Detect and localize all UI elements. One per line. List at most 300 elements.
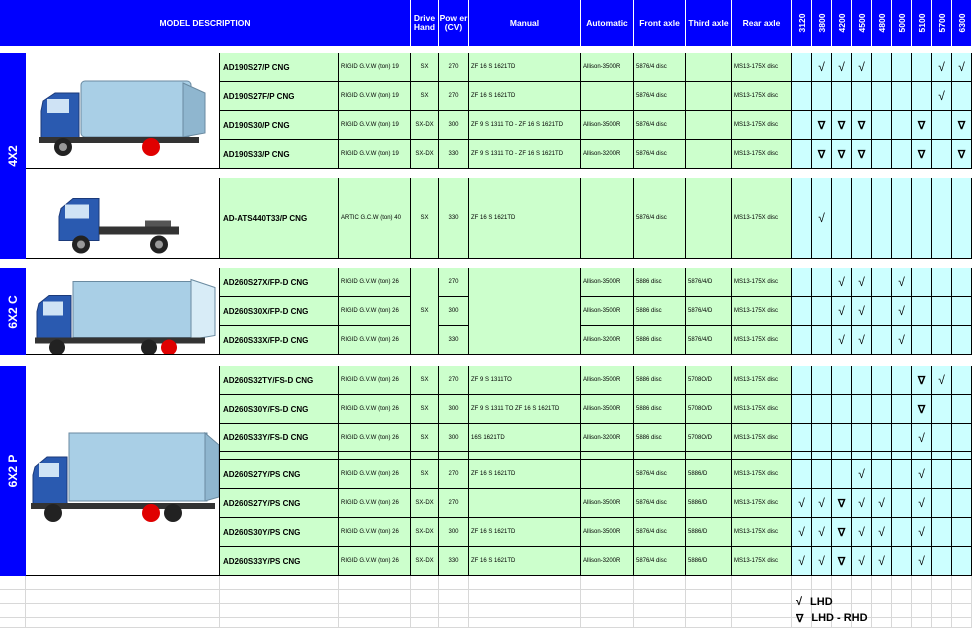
wheelbase-cell-12-6 xyxy=(912,489,932,518)
cell-rear-7 xyxy=(732,326,792,355)
spacer-wb-5 xyxy=(892,452,912,460)
wheelbase-cell-2-4 xyxy=(872,111,892,140)
empty-cell xyxy=(634,618,686,628)
empty-cell xyxy=(581,590,634,604)
wheelbase-cell-12-2 xyxy=(832,489,852,518)
cell-spec-14 xyxy=(339,547,411,576)
lhd-rhd-mark: ∇ xyxy=(857,119,866,132)
cell-model-8 xyxy=(220,366,339,395)
truck-icon xyxy=(26,268,220,355)
wheelbase-cell-13-6 xyxy=(912,518,932,547)
cell-third-8 xyxy=(686,366,732,395)
cell-power-0 xyxy=(439,53,469,82)
cell-model-6 xyxy=(220,297,339,326)
cell-manual-9 xyxy=(469,395,581,424)
cell-rear-5 xyxy=(732,268,792,297)
wheelbase-cell-1-3 xyxy=(852,82,872,111)
spec-text: ARTIC G.C.W (ton) 40 xyxy=(341,215,401,221)
wheelbase-cell-13-0 xyxy=(792,518,812,547)
lhd-mark: √ xyxy=(798,525,805,539)
wheelbase-cell-11-7 xyxy=(932,460,952,489)
wheelbase-cell-13-4 xyxy=(872,518,892,547)
lhd-mark: √ xyxy=(838,275,845,289)
drive-text: SX xyxy=(420,64,429,70)
cell-third-1 xyxy=(686,82,732,111)
spec-text: RIGID G.V.W (ton) 26 xyxy=(341,308,399,314)
truck-icon xyxy=(26,178,220,259)
cell-auto-5 xyxy=(581,268,634,297)
empty-cell xyxy=(411,576,439,590)
lhd-mark: √ xyxy=(878,525,885,539)
spacer-rear xyxy=(732,452,792,460)
spacer-spec xyxy=(339,452,411,460)
third-text: 5708O/D xyxy=(688,406,713,412)
cell-rear-12 xyxy=(732,489,792,518)
wheelbase-cell-6-8 xyxy=(952,297,972,326)
wheelbase-cell-8-7 xyxy=(932,366,952,395)
wheelbase-label: 3120 xyxy=(796,13,807,33)
header-wheelbase-1 xyxy=(812,0,832,46)
cell-power-3 xyxy=(439,140,469,169)
wheelbase-cell-2-5 xyxy=(892,111,912,140)
wheelbase-cell-12-4 xyxy=(872,489,892,518)
empty-cell xyxy=(732,604,792,618)
wheelbase-cell-0-7 xyxy=(932,53,952,82)
empty-cell xyxy=(0,604,26,618)
wheelbase-cell-3-3 xyxy=(852,140,872,169)
cell-drive-5 xyxy=(411,268,439,355)
drive-text: SX-DX xyxy=(415,151,434,157)
section-label-2 xyxy=(0,366,26,576)
cell-auto-10 xyxy=(581,424,634,452)
wheelbase-cell-10-8 xyxy=(952,424,972,452)
lhd-mark: √ xyxy=(918,525,925,539)
cell-third-13 xyxy=(686,518,732,547)
spacer-wb-0 xyxy=(792,452,812,460)
cell-drive-4 xyxy=(411,178,439,259)
empty-cell xyxy=(932,576,952,590)
power-text: 300 xyxy=(448,122,459,128)
header-label: Front axle xyxy=(639,17,680,28)
lhd-rhd-mark: ∇ xyxy=(917,119,926,132)
front-text: 5886 disc xyxy=(636,279,662,285)
wheelbase-cell-8-1 xyxy=(812,366,832,395)
section-text: 4X2 xyxy=(6,145,20,167)
rear-text: MS13-175X disc xyxy=(734,308,779,314)
lhd-rhd-mark: ∇ xyxy=(917,374,926,387)
wheelbase-cell-10-0 xyxy=(792,424,812,452)
empty-cell xyxy=(852,576,872,590)
wheelbase-cell-8-2 xyxy=(832,366,852,395)
drive-text: SX-DX xyxy=(415,558,434,564)
empty-cell xyxy=(26,576,220,590)
drive-text: SX xyxy=(420,93,429,99)
rear-text: MS13-175X disc xyxy=(734,93,779,99)
model-text: AD260S30Y/FS-D CNG xyxy=(223,404,309,414)
front-text: 5876/4 disc xyxy=(636,500,667,506)
wheelbase-cell-7-8 xyxy=(952,326,972,355)
cell-auto-9 xyxy=(581,395,634,424)
cell-power-11 xyxy=(439,460,469,489)
lhd-mark: √ xyxy=(858,467,865,481)
wheelbase-cell-12-8 xyxy=(952,489,972,518)
manual-text: ZF 16 S 1621TD xyxy=(471,471,516,477)
lhd-rhd-mark: ∇ xyxy=(837,148,846,161)
wheelbase-cell-12-0 xyxy=(792,489,812,518)
cell-model-1 xyxy=(220,82,339,111)
cell-auto-6 xyxy=(581,297,634,326)
cell-third-2 xyxy=(686,111,732,140)
cell-power-13 xyxy=(439,518,469,547)
cell-drive-14 xyxy=(411,547,439,576)
cell-model-2 xyxy=(220,111,339,140)
lhd-mark: √ xyxy=(938,60,945,74)
spec-text: RIGID G.V.W (ton) 19 xyxy=(341,122,399,128)
wheelbase-cell-8-6 xyxy=(912,366,932,395)
empty-cell xyxy=(439,590,469,604)
wheelbase-label: 5700 xyxy=(936,13,947,33)
cell-manual-12 xyxy=(469,489,581,518)
rear-text: MS13-175X disc xyxy=(734,337,779,343)
cell-spec-6 xyxy=(339,297,411,326)
header-label: Automatic xyxy=(586,17,628,28)
cell-manual-0 xyxy=(469,53,581,82)
wheelbase-cell-14-0 xyxy=(792,547,812,576)
wheelbase-cell-4-7 xyxy=(932,178,952,259)
third-text: 5886/D xyxy=(688,471,708,477)
power-text: 300 xyxy=(448,529,459,535)
spec-text: RIGID G.V.W (ton) 26 xyxy=(341,500,399,506)
cell-spec-5 xyxy=(339,268,411,297)
empty-cell xyxy=(952,576,972,590)
lhd-rhd-mark: ∇ xyxy=(837,555,846,568)
cell-rear-8 xyxy=(732,366,792,395)
check-icon: √ xyxy=(796,596,803,608)
manual-text: ZF 9 S 1311 TO - ZF 16 S 1621TD xyxy=(471,151,564,157)
wheelbase-cell-9-0 xyxy=(792,395,812,424)
header-label: Drive Hand xyxy=(413,13,436,32)
model-text: AD260S27X/FP-D CNG xyxy=(223,277,309,287)
power-text: 300 xyxy=(448,406,459,412)
empty-cell xyxy=(411,590,439,604)
cell-drive-10 xyxy=(411,424,439,452)
power-text: 300 xyxy=(448,434,459,441)
wheelbase-cell-5-2 xyxy=(832,268,852,297)
empty-cell xyxy=(469,618,581,628)
wheelbase-cell-1-1 xyxy=(812,82,832,111)
header-wheelbase-4 xyxy=(872,0,892,46)
empty-cell xyxy=(832,576,852,590)
wheelbase-cell-4-1 xyxy=(812,178,832,259)
truck-image-0 xyxy=(26,53,220,169)
header-model-description xyxy=(0,0,411,46)
rear-text: MS13-175X disc xyxy=(734,377,779,383)
front-text: 5886 disc xyxy=(636,434,662,441)
wheelbase-cell-14-7 xyxy=(932,547,952,576)
lhd-mark: √ xyxy=(858,333,865,347)
wheelbase-cell-2-6 xyxy=(912,111,932,140)
cell-power-12 xyxy=(439,489,469,518)
empty-cell xyxy=(872,576,892,590)
third-text: 5886/D xyxy=(688,558,708,564)
lhd-rhd-mark: ∇ xyxy=(917,403,926,416)
drive-text: SX xyxy=(420,434,429,441)
empty-cell xyxy=(686,618,732,628)
lhd-mark: √ xyxy=(818,554,825,568)
header-front-axle xyxy=(634,0,686,46)
front-text: 5876/4 disc xyxy=(636,471,667,477)
cell-third-5 xyxy=(686,268,732,297)
spacer-wb-1 xyxy=(812,452,832,460)
wheelbase-cell-1-2 xyxy=(832,82,852,111)
wheelbase-cell-6-5 xyxy=(892,297,912,326)
lhd-mark: √ xyxy=(818,211,825,225)
empty-cell xyxy=(686,590,732,604)
wheelbase-label: 4500 xyxy=(856,13,867,33)
wheelbase-cell-5-3 xyxy=(852,268,872,297)
cell-spec-3 xyxy=(339,140,411,169)
wheelbase-cell-13-8 xyxy=(952,518,972,547)
cell-manual-8 xyxy=(469,366,581,395)
rear-text: MS13-175X disc xyxy=(734,471,779,477)
cell-front-8 xyxy=(634,366,686,395)
wheelbase-cell-11-8 xyxy=(952,460,972,489)
wheelbase-cell-7-6 xyxy=(912,326,932,355)
empty-cell xyxy=(634,590,686,604)
wheelbase-cell-4-5 xyxy=(892,178,912,259)
section-text: 6X2 P xyxy=(6,454,20,488)
rear-text: MS13-175X disc xyxy=(734,279,779,285)
truck-image-1 xyxy=(26,178,220,259)
wheelbase-cell-5-1 xyxy=(812,268,832,297)
cell-front-13 xyxy=(634,518,686,547)
wheelbase-cell-6-0 xyxy=(792,297,812,326)
cell-drive-12 xyxy=(411,489,439,518)
empty-cell xyxy=(732,576,792,590)
rear-text: MS13-175X disc xyxy=(734,558,779,564)
wheelbase-cell-7-7 xyxy=(932,326,952,355)
cell-rear-0 xyxy=(732,53,792,82)
third-text: 5876/4/D xyxy=(688,308,713,314)
empty-cell xyxy=(439,576,469,590)
wheelbase-cell-1-5 xyxy=(892,82,912,111)
wheelbase-cell-6-4 xyxy=(872,297,892,326)
wheelbase-cell-2-8 xyxy=(952,111,972,140)
lhd-rhd-mark: ∇ xyxy=(957,148,966,161)
cell-auto-14 xyxy=(581,547,634,576)
spec-text: RIGID G.V.W (ton) 26 xyxy=(341,434,399,441)
wheelbase-cell-1-0 xyxy=(792,82,812,111)
third-text: 5876/4/D xyxy=(688,279,713,285)
lhd-mark: √ xyxy=(918,467,925,481)
wheelbase-cell-3-1 xyxy=(812,140,832,169)
cell-model-13 xyxy=(220,518,339,547)
manual-text: ZF 16 S 1621TD xyxy=(471,93,516,99)
wheelbase-cell-10-4 xyxy=(872,424,892,452)
triangle-icon: ∇ xyxy=(796,612,804,625)
header-power xyxy=(439,0,469,46)
front-text: 5886 disc xyxy=(636,377,662,383)
wheelbase-cell-13-7 xyxy=(932,518,952,547)
wheelbase-cell-3-0 xyxy=(792,140,812,169)
drive-text: SX xyxy=(420,215,429,221)
truck-image-2 xyxy=(26,268,220,355)
lhd-mark: √ xyxy=(938,373,945,387)
lhd-mark: √ xyxy=(898,304,905,318)
lhd-mark: √ xyxy=(918,554,925,568)
spacer-model xyxy=(220,452,339,460)
third-text: 5708O/D xyxy=(688,377,713,383)
wheelbase-cell-13-5 xyxy=(892,518,912,547)
model-text: AD260S33Y/FS-D CNG xyxy=(223,433,309,442)
wheelbase-cell-4-0 xyxy=(792,178,812,259)
lhd-mark: √ xyxy=(898,333,905,347)
cell-spec-0 xyxy=(339,53,411,82)
empty-cell xyxy=(952,590,972,604)
cell-spec-8 xyxy=(339,366,411,395)
lhd-mark: √ xyxy=(858,304,865,318)
empty-cell xyxy=(952,604,972,618)
spacer-wb-4 xyxy=(872,452,892,460)
wheelbase-cell-10-6 xyxy=(912,424,932,452)
model-text: AD260S27Y/PS CNG xyxy=(223,469,301,479)
model-text: AD190S30/P CNG xyxy=(223,120,290,130)
cell-spec-2 xyxy=(339,111,411,140)
header-wheelbase-0 xyxy=(792,0,812,46)
lhd-mark: √ xyxy=(918,496,925,510)
cell-drive-1 xyxy=(411,82,439,111)
wheelbase-label: 5100 xyxy=(916,13,927,33)
cell-manual-1 xyxy=(469,82,581,111)
spacer-wb-2 xyxy=(832,452,852,460)
lhd-rhd-mark: ∇ xyxy=(817,148,826,161)
cell-spec-4 xyxy=(339,178,411,259)
cell-rear-13 xyxy=(732,518,792,547)
drive-text: SX xyxy=(420,471,429,477)
empty-cell xyxy=(26,618,220,628)
cell-auto-4 xyxy=(581,178,634,259)
auto-text: Allison-3200R xyxy=(583,337,621,343)
model-text: AD260S30Y/PS CNG xyxy=(223,527,301,537)
cell-front-1 xyxy=(634,82,686,111)
spec-text: RIGID G.V.W (ton) 26 xyxy=(341,529,399,535)
spacer-wb-6 xyxy=(912,452,932,460)
empty-cell xyxy=(792,576,812,590)
lhd-mark: √ xyxy=(898,275,905,289)
wheelbase-cell-11-2 xyxy=(832,460,852,489)
spec-text: RIGID G.V.W (ton) 26 xyxy=(341,558,399,564)
model-text: AD260S27Y/PS CNG xyxy=(223,498,301,508)
wheelbase-cell-9-5 xyxy=(892,395,912,424)
cell-rear-14 xyxy=(732,547,792,576)
truck-icon xyxy=(26,366,220,576)
wheelbase-cell-0-1 xyxy=(812,53,832,82)
wheelbase-cell-10-3 xyxy=(852,424,872,452)
cell-third-3 xyxy=(686,140,732,169)
cell-auto-3 xyxy=(581,140,634,169)
power-text: 330 xyxy=(448,215,459,221)
wheelbase-label: 6300 xyxy=(956,13,967,33)
cell-auto-2 xyxy=(581,111,634,140)
truck-icon xyxy=(26,53,220,169)
cell-auto-0 xyxy=(581,53,634,82)
empty-cell xyxy=(581,618,634,628)
cell-drive-3 xyxy=(411,140,439,169)
cell-manual-13 xyxy=(469,518,581,547)
cell-front-12 xyxy=(634,489,686,518)
lhd-mark: √ xyxy=(858,554,865,568)
manual-text: ZF 16 S 1621TD xyxy=(471,529,516,535)
spacer-manual xyxy=(469,452,581,460)
lhd-mark: √ xyxy=(818,525,825,539)
auto-text: Allison-3500R xyxy=(583,529,621,535)
rear-text: MS13-175X disc xyxy=(734,122,779,128)
model-text: AD190S27F/P CNG xyxy=(223,91,295,101)
model-text: AD-ATS440T33/P CNG xyxy=(223,213,308,223)
empty-cell xyxy=(339,590,411,604)
cell-drive-9 xyxy=(411,395,439,424)
cell-front-9 xyxy=(634,395,686,424)
cell-model-14 xyxy=(220,547,339,576)
manual-text: ZF 16 S 1621TD xyxy=(471,215,516,221)
wheelbase-cell-12-5 xyxy=(892,489,912,518)
manual-text: ZF 16 S 1621TD xyxy=(471,558,516,564)
lhd-mark: √ xyxy=(958,60,965,74)
empty-cell xyxy=(26,604,220,618)
lhd-mark: √ xyxy=(858,496,865,510)
wheelbase-cell-14-3 xyxy=(852,547,872,576)
spacer-wb-7 xyxy=(932,452,952,460)
wheelbase-cell-3-4 xyxy=(872,140,892,169)
wheelbase-cell-0-4 xyxy=(872,53,892,82)
empty-cell xyxy=(220,618,339,628)
header-automatic xyxy=(581,0,634,46)
cell-model-7 xyxy=(220,326,339,355)
front-text: 5876/4 disc xyxy=(636,215,667,221)
legend-lhd xyxy=(796,595,916,609)
manual-text: ZF 9 S 1311 TO - ZF 16 S 1621TD xyxy=(471,122,564,128)
power-text: 270 xyxy=(448,377,459,383)
lhd-mark: √ xyxy=(818,496,825,510)
empty-cell xyxy=(339,576,411,590)
third-text: 5876/4/D xyxy=(688,337,713,343)
wheelbase-cell-13-2 xyxy=(832,518,852,547)
cell-spec-13 xyxy=(339,518,411,547)
wheelbase-cell-11-1 xyxy=(812,460,832,489)
spec-text: RIGID G.V.W (ton) 26 xyxy=(341,471,399,477)
wheelbase-cell-9-2 xyxy=(832,395,852,424)
cell-model-4 xyxy=(220,178,339,259)
section-label-1 xyxy=(0,268,26,355)
lhd-mark: √ xyxy=(858,525,865,539)
empty-cell xyxy=(220,590,339,604)
power-text: 270 xyxy=(448,500,459,506)
cell-model-0 xyxy=(220,53,339,82)
wheelbase-cell-5-8 xyxy=(952,268,972,297)
wheelbase-cell-1-8 xyxy=(952,82,972,111)
header-label: Pow er (CV) xyxy=(439,13,468,32)
cell-third-0 xyxy=(686,53,732,82)
cell-spec-9 xyxy=(339,395,411,424)
cell-drive-11 xyxy=(411,460,439,489)
cell-manual-5 xyxy=(469,268,581,355)
wheelbase-cell-3-8 xyxy=(952,140,972,169)
spec-text: RIGID G.V.W (ton) 26 xyxy=(341,337,399,343)
cell-manual-4 xyxy=(469,178,581,259)
lhd-rhd-mark: ∇ xyxy=(957,119,966,132)
cell-third-7 xyxy=(686,326,732,355)
wheelbase-cell-11-6 xyxy=(912,460,932,489)
